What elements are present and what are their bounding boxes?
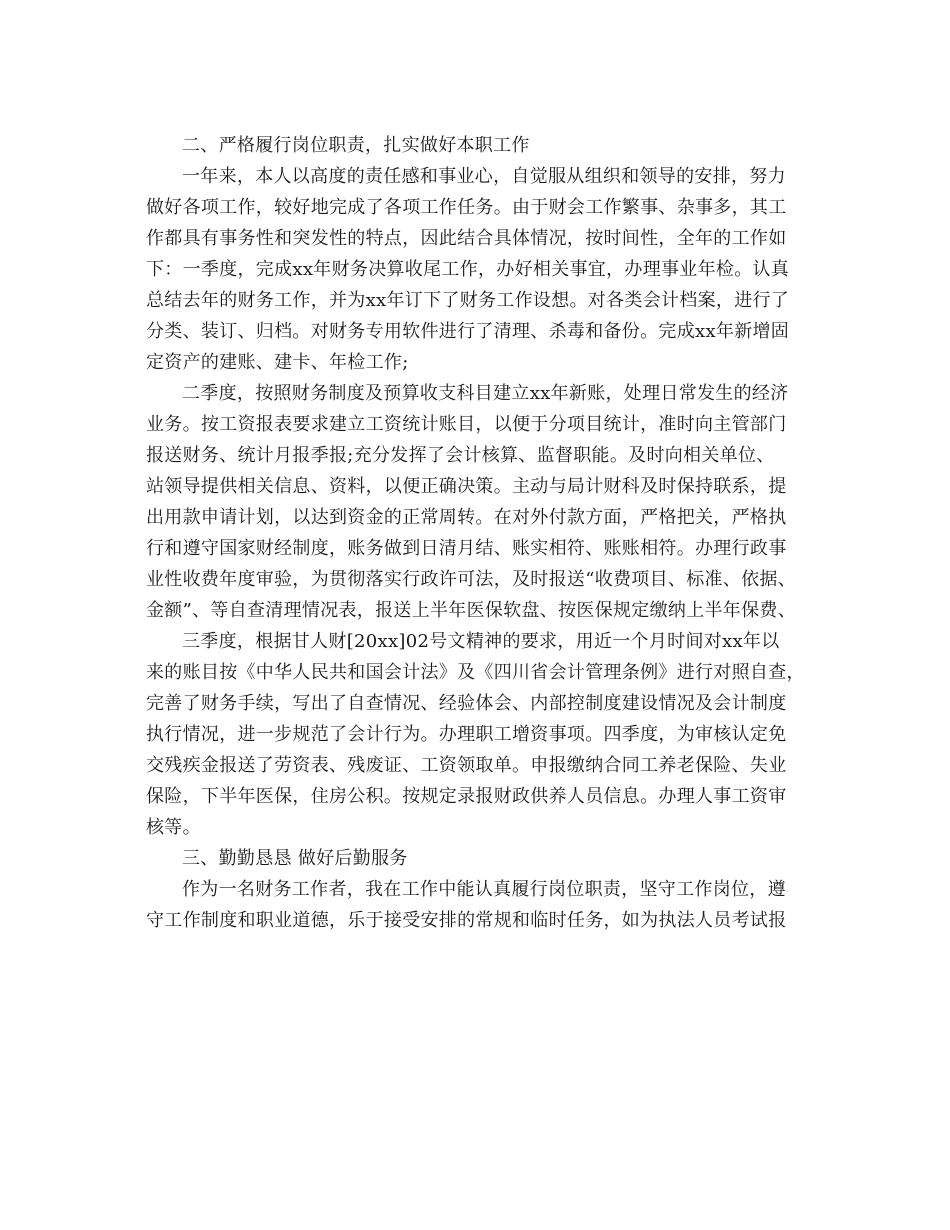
- text-line: 站领导提供相关信息、资料，以便正确决策。主动与局计财科及时保持联系，提: [146, 476, 787, 497]
- text-line: 三季度，根据甘人财[20xx]02号文精神的要求，用近一个月时间对xx年以: [182, 631, 780, 652]
- text-line: 分类、装订、归档。对财务专用软件进行了清理、杀毒和备份。完成xx年新增固: [146, 321, 790, 342]
- text-line: 三、勤勤恳恳 做好后勤服务: [182, 848, 408, 869]
- text-line: 作为一名财务工作者，我在工作中能认真履行岗位职责，坚守工作岗位，遵: [182, 879, 786, 900]
- text-line: 业性收费年度审验，为贯彻落实行政许可法，及时报送“收费项目、标准、依据、: [146, 569, 796, 590]
- text-line: 执行情况，进一步规范了会计行为。办理职工增资事项。四季度，为审核认定免: [146, 724, 787, 745]
- text-line: 作都具有事务性和突发性的特点，因此结合具体情况，按时间性，全年的工作如: [146, 228, 787, 249]
- text-line: 守工作制度和职业道德，乐于接受安排的常规和临时任务，如为执法人员考试报: [146, 910, 787, 931]
- text-line: 二、严格履行岗位职责，扎实做好本职工作: [182, 135, 530, 156]
- text-line: 二季度，按照财务制度及预算收支科目建立xx年新账，处理日常发生的经济: [182, 383, 789, 404]
- text-line: 总结去年的财务工作，并为xx年订下了财务工作设想。对各类会计档案，进行了: [146, 290, 790, 311]
- text-line: 金额”、等自查清理情况表，报送上半年医保软盘、按医保规定缴纳上半年保费、: [146, 600, 796, 621]
- text-line: 完善了财务手续，写出了自查情况、经验体会、内部控制度建设情况及会计制度: [146, 693, 787, 714]
- text-line: 出用款申请计划，以达到资金的正常周转。在对外付款方面，严格把关，严格执: [146, 507, 787, 528]
- text-line: 核等。: [146, 817, 201, 838]
- text-line: 行和遵守国家财经制度，账务做到日清月结、账实相符、账账相符。办理行政事: [146, 538, 787, 559]
- text-line: 来的账目按《中华人民共和国会计法》及《四川省会计管理条例》进行对照自查，: [146, 662, 805, 683]
- text-line: 定资产的建账、建卡、年检工作;: [146, 352, 409, 373]
- text-line: 报送财务、统计月报季报;充分发挥了会计核算、监督职能。及时向相关单位、: [146, 445, 775, 466]
- document-body: [146, 130, 806, 936]
- text-line: 保险，下半年医保，住房公积。按规定录报财政供养人员信息。办理人事工资审: [146, 786, 787, 807]
- text-line: 做好各项工作，较好地完成了各项工作任务。由于财会工作繁事、杂事多，其工: [146, 197, 787, 218]
- text-line: 业务。按工资报表要求建立工资统计账目，以便于分项目统计，准时向主管部门: [146, 414, 787, 435]
- text-line: 下：一季度，完成xx年财务决算收尾工作，办好相关事宜，办理事业年检。认真: [146, 259, 790, 280]
- text-line: 一年来，本人以高度的责任感和事业心，自觉服从组织和领导的安排，努力: [182, 166, 786, 187]
- text-line: 交残疾金报送了劳资表、残废证、工资领取单。申报缴纳合同工养老保险、失业: [146, 755, 787, 776]
